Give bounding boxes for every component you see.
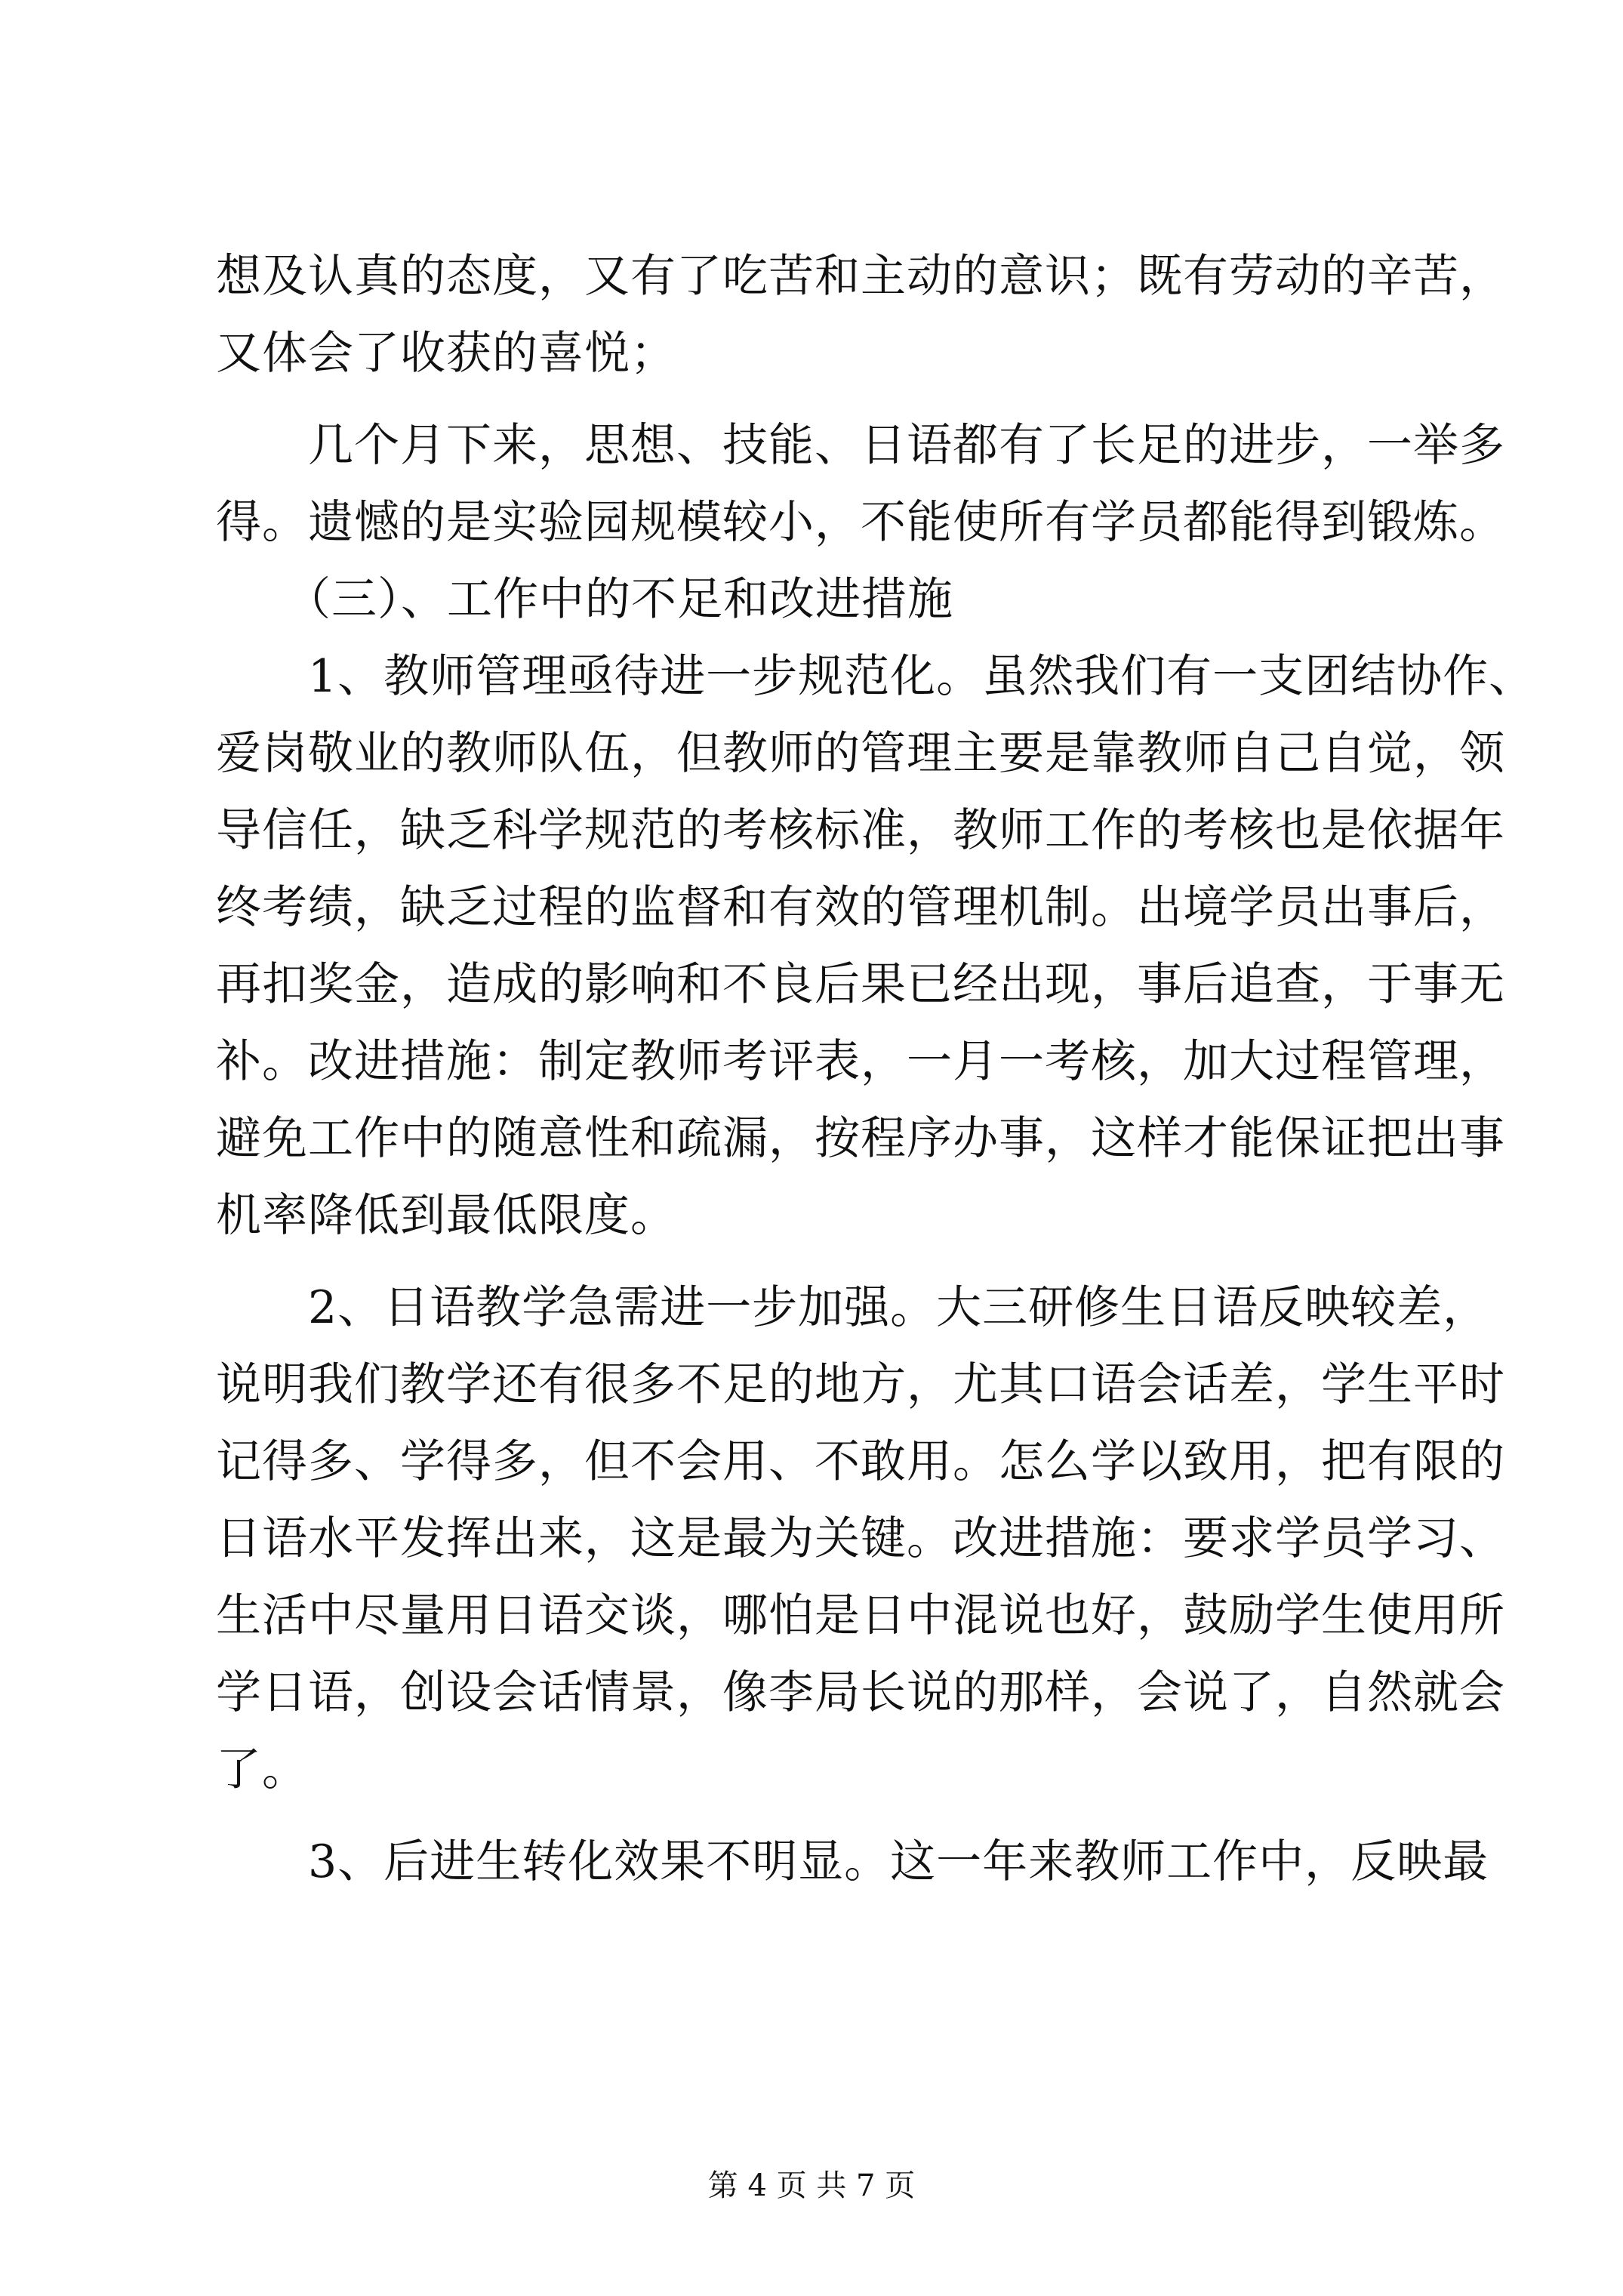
section-heading: （三）、工作中的不足和改进措施 (216, 573, 953, 626)
body-text (216, 238, 1535, 1900)
text-line: 2、日语教学急需进一步加强。大三研修生日语反映较差， (216, 1281, 1489, 1334)
text-line: 学日语，创设会话情景，像李局长说的那样，会说了，自然就会 (216, 1666, 1505, 1719)
text-line: 了。 (216, 1743, 308, 1796)
text-line: 又体会了收获的喜悦； (216, 327, 676, 380)
text-line: 3、后进生转化效果不明显。这一年来教师工作中，反映最 (216, 1835, 1489, 1888)
text-line: 避免工作中的随意性和疏漏，按程序办事，这样才能保证把出事 (216, 1112, 1505, 1165)
text-line: 再扣奖金，造成的影响和不良后果已经出现，事后追查，于事无 (216, 958, 1505, 1011)
text-line: 爱岗敬业的教师队伍，但教师的管理主要是靠教师自己自觉，领 (216, 727, 1505, 780)
page-footer: 第 4 页 共 7 页 (707, 2168, 916, 2203)
text-line: 得。遗憾的是实验园规模较小，不能使所有学员都能得到锻炼。 (216, 496, 1505, 549)
text-line: 几个月下来，思想、技能、日语都有了长足的进步，一举多 (216, 419, 1505, 472)
text-line: 导信任，缺乏科学规范的考核标准，教师工作的考核也是依据年 (216, 804, 1505, 857)
text-line: 机率降低到最低限度。 (216, 1189, 676, 1242)
text-line: 补。改进措施：制定教师考评表，一月一考核，加大过程管理， (216, 1035, 1505, 1088)
text-line: 生活中尽量用日语交谈，哪怕是日中混说也好，鼓励学生使用所 (216, 1589, 1505, 1642)
text-line: 1、教师管理亟待进一步规范化。虽然我们有一支团结协作、 (216, 650, 1535, 703)
text-line: 日语水平发挥出来，这是最为关键。改进措施：要求学员学习、 (216, 1512, 1505, 1565)
text-line: 终考绩，缺乏过程的监督和有效的管理机制。出境学员出事后， (216, 881, 1505, 934)
text-line: 想及认真的态度，又有了吃苦和主动的意识；既有劳动的辛苦， (216, 250, 1505, 303)
text-line: 记得多、学得多，但不会用、不敢用。怎么学以致用，把有限的 (216, 1435, 1505, 1488)
text-line: 说明我们教学还有很多不足的地方，尤其口语会话差，学生平时 (216, 1358, 1505, 1411)
